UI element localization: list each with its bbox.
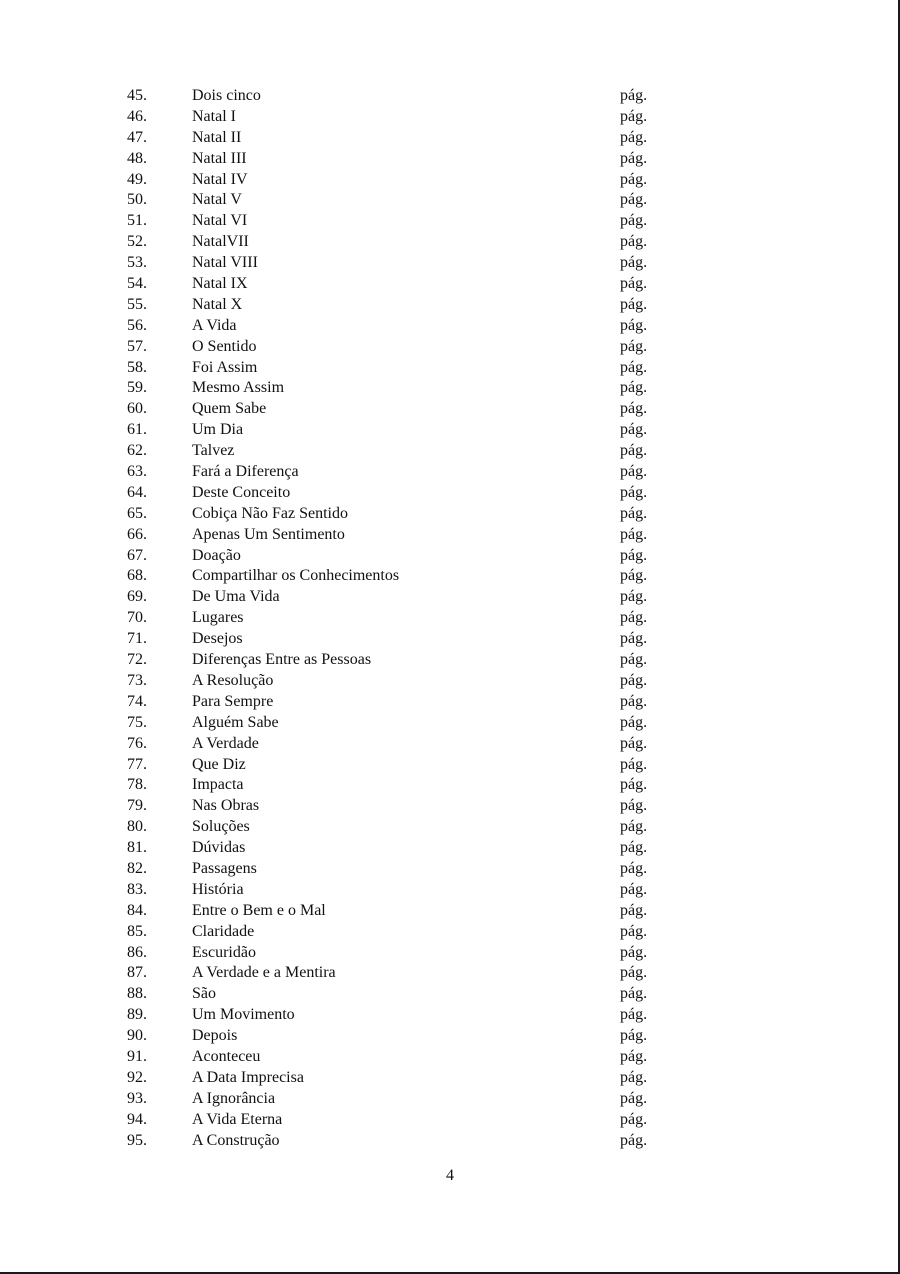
toc-entry-page-label: pág. [620,1068,648,1086]
toc-entry-number: 61. [127,421,147,439]
toc-entry [127,838,667,859]
toc-entry-page-label: pág. [620,191,648,209]
toc-entry-number: 65. [127,504,147,522]
toc-entry-title: Talvez [192,442,235,460]
toc-entry-page-label: pág. [620,797,648,815]
toc-entry-page-label: pág. [620,1047,648,1065]
toc-entry [127,337,667,358]
toc-entry [127,190,667,211]
toc-entry [127,775,667,796]
toc-entry-title: Entre o Bem e o Mal [192,901,326,919]
toc-entry-title: Compartilhar os Conhecimentos [192,567,400,585]
toc-entry-title: Natal VI [192,212,248,230]
toc-entry [127,1047,667,1068]
toc-entry-number: 66. [127,525,147,543]
toc-entry [127,399,667,420]
toc-entry-title: Quem Sabe [192,400,267,418]
toc-entry-page-label: pág. [620,776,648,794]
toc-entry-number: 64. [127,483,147,501]
toc-entry-page-label: pág. [620,358,648,376]
toc-entry [127,629,667,650]
toc-entry [127,232,667,253]
toc-entry [127,984,667,1005]
toc-entry [127,211,667,232]
toc-entry-number: 94. [127,1110,147,1128]
toc-entry-page-label: pág. [620,692,648,710]
toc-entry-number: 91. [127,1047,147,1065]
toc-entry-number: 95. [127,1131,147,1149]
toc-entry [127,86,667,107]
toc-entry-title: Passagens [192,859,257,877]
toc-entry-number: 85. [127,922,147,940]
toc-entry-title: Que Diz [192,755,246,773]
toc-entry-title: Para Sempre [192,692,274,710]
toc-entry-page-label: pág. [620,316,648,334]
toc-entry-number: 45. [127,87,147,104]
toc-entry-number: 55. [127,295,147,313]
toc-entry [127,1005,667,1026]
toc-entry-title: Desejos [192,630,243,648]
toc-entry [127,378,667,399]
toc-entry-page-label: pág. [620,463,648,481]
toc-entry [127,671,667,692]
toc-entry-page-label: pág. [620,922,648,940]
toc-entry-page-label: pág. [620,295,648,313]
toc-entry [127,295,667,316]
toc-entry-title: Cobiça Não Faz Sentido [192,504,348,522]
page-number: 4 [446,1167,454,1184]
toc-entry-title: A Data Imprecisa [192,1068,304,1086]
toc-entry [127,650,667,671]
toc-entry-number: 68. [127,567,147,585]
toc-entry-page-label: pág. [620,609,648,627]
toc-entry-number: 50. [127,191,147,209]
toc-entry [127,566,667,587]
toc-entry-number: 74. [127,692,147,710]
toc-entry-page-label: pág. [620,442,648,460]
toc-entry-page-label: pág. [620,421,648,439]
toc-entry [127,692,667,713]
toc-entry-title: Natal II [192,128,242,146]
toc-entry [127,755,667,776]
toc-entry [127,963,667,984]
toc-entry-number: 48. [127,149,147,167]
toc-entry-title: Natal X [192,295,243,313]
toc-entry-title: Apenas Um Sentimento [192,525,345,543]
toc-entry-page-label: pág. [620,1006,648,1024]
toc-entry-number: 92. [127,1068,147,1086]
toc-entry [127,817,667,838]
toc-entry-number: 59. [127,379,147,397]
toc-entry-title: A Resolução [192,671,274,689]
toc-entry [127,358,667,379]
toc-entry-number: 72. [127,651,147,669]
toc-entry [127,608,667,629]
toc-entry [127,546,667,567]
toc-entry-page-label: pág. [620,149,648,167]
toc-entry [127,253,667,274]
toc-entry-number: 71. [127,630,147,648]
toc-entry-number: 70. [127,609,147,627]
toc-entry-page-label: pág. [620,379,648,397]
toc-entry-page-label: pág. [620,671,648,689]
toc-entry-title: Doação [192,546,241,564]
toc-entry-page-label: pág. [620,567,648,585]
toc-entry-title: Um Dia [192,421,244,439]
toc-entry-title: A Vida Eterna [192,1110,283,1128]
toc-entry-page-label: pág. [620,755,648,773]
toc-entry [127,880,667,901]
toc-entry [127,1131,667,1152]
toc-entry-title: Aconteceu [192,1047,261,1065]
toc-entry-page-label: pág. [620,107,648,125]
toc-entry-title: A Verdade [192,734,259,752]
toc-entry-number: 67. [127,546,147,564]
toc-entry-title: Alguém Sabe [192,713,279,731]
toc-entry-title: Deste Conceito [192,483,291,501]
toc-entry-title: Fará a Diferença [192,463,299,481]
toc-entry-page-label: pág. [620,337,648,355]
toc-entry-number: 86. [127,943,147,961]
toc-entry-number: 81. [127,839,147,857]
toc-entry [127,922,667,943]
toc-entry-number: 51. [127,212,147,230]
toc-entry-number: 54. [127,275,147,293]
toc-entry-title: Dois cinco [192,87,261,104]
toc-entry-title: O Sentido [192,337,257,355]
toc-entry-number: 75. [127,713,147,731]
toc-entry [127,1089,667,1110]
toc-entry-page-label: pág. [620,254,648,272]
toc-entry [127,462,667,483]
toc-entry-number: 46. [127,107,147,125]
toc-entry-page-label: pág. [620,588,648,606]
toc-entry [127,274,667,295]
toc-entry-number: 77. [127,755,147,773]
toc-entry-title: A Ignorância [192,1089,276,1107]
toc-entry-number: 53. [127,254,147,272]
toc-entry-number: 73. [127,671,147,689]
toc-entry [127,713,667,734]
toc-entry-number: 87. [127,964,147,982]
toc-entry-page-label: pág. [620,546,648,564]
toc-entry [127,128,667,149]
toc-entry [127,107,667,128]
toc-entry-page-label: pág. [620,1131,648,1149]
toc-entry-title: Lugares [192,609,244,627]
toc-entry-number: 80. [127,818,147,836]
toc-entry [127,316,667,337]
toc-entry-title: Nas Obras [192,797,260,815]
toc-entry-title: NatalVII [192,233,249,251]
toc-entry-page-label: pág. [620,87,648,104]
toc-entry-number: 57. [127,337,147,355]
toc-entry-number: 89. [127,1006,147,1024]
toc-entry [127,587,667,608]
toc-entry-title: A Verdade e a Mentira [192,964,336,982]
toc-entry [127,901,667,922]
toc-entry-number: 47. [127,128,147,146]
toc-entry-number: 78. [127,776,147,794]
toc-entry-title: Diferenças Entre as Pessoas [192,651,372,669]
toc-entry-number: 83. [127,880,147,898]
toc-entry-title: Escuridão [192,943,256,961]
toc-entry-title: Um Movimento [192,1006,295,1024]
toc-entry-title: Mesmo Assim [192,379,285,397]
toc-entry-title: São [192,985,216,1003]
toc-entry [127,1068,667,1089]
toc-entry-page-label: pág. [620,818,648,836]
toc-entry-title: Soluções [192,818,250,836]
toc-entry-number: 82. [127,859,147,877]
toc-entry-title: História [192,880,244,898]
toc-entry [127,441,667,462]
toc-entry-page-label: pág. [620,212,648,230]
toc-entry-number: 62. [127,442,147,460]
toc-entry [127,483,667,504]
toc-entry-title: Depois [192,1027,238,1045]
toc-entry [127,859,667,880]
toc-entry-title: Natal I [192,107,236,125]
toc-entry-number: 88. [127,985,147,1003]
toc-entry-page-label: pág. [620,839,648,857]
toc-entry [127,943,667,964]
toc-entry-title: Natal V [192,191,242,209]
toc-entry [127,525,667,546]
toc-entry-title: A Construção [192,1131,280,1149]
toc-entry-title: Dúvidas [192,839,246,857]
toc-entry-page-label: pág. [620,128,648,146]
toc-entry-title: Impacta [192,776,244,794]
toc-entry-title: Natal IX [192,275,248,293]
toc-entry-title: Natal III [192,149,247,167]
toc-entry-number: 49. [127,170,147,188]
toc-entry [127,796,667,817]
toc-entry [127,1110,667,1131]
toc-entry [127,1026,667,1047]
toc-entry-page-label: pág. [620,1089,648,1107]
toc-entry-page-label: pág. [620,233,648,251]
toc-entry-page-label: pág. [620,964,648,982]
toc-entry-title: A Vida [192,316,237,334]
toc-entry-page-label: pág. [620,985,648,1003]
toc-entry-title: Natal VIII [192,254,258,272]
toc-entry-number: 63. [127,463,147,481]
toc-entry-number: 69. [127,588,147,606]
toc-entry-number: 52. [127,233,147,251]
toc-entry-number: 90. [127,1027,147,1045]
toc-entry [127,734,667,755]
toc-entry-page-label: pág. [620,275,648,293]
toc-entry-page-label: pág. [620,651,648,669]
toc-entry-page-label: pág. [620,170,648,188]
toc-entry [127,420,667,441]
table-of-contents [127,86,667,1151]
toc-entry-number: 56. [127,316,147,334]
toc-entry [127,504,667,525]
toc-entry-page-label: pág. [620,859,648,877]
toc-entry-number: 58. [127,358,147,376]
toc-entry-title: De Uma Vida [192,588,280,606]
toc-entry-title: Claridade [192,922,255,940]
toc-entry-page-label: pág. [620,400,648,418]
toc-entry-page-label: pág. [620,504,648,522]
toc-entry-page-label: pág. [620,1027,648,1045]
toc-entry-page-label: pág. [620,880,648,898]
toc-entry-page-label: pág. [620,1110,648,1128]
toc-entry-page-label: pág. [620,943,648,961]
toc-entry-title: Natal IV [192,170,248,188]
toc-entry-number: 79. [127,797,147,815]
toc-entry-number: 76. [127,734,147,752]
toc-entry-number: 93. [127,1089,147,1107]
toc-entry-number: 84. [127,901,147,919]
toc-entry-page-label: pág. [620,734,648,752]
toc-entry-page-label: pág. [620,483,648,501]
toc-entry-page-label: pág. [620,713,648,731]
toc-entry-page-label: pág. [620,630,648,648]
toc-entry-title: Foi Assim [192,358,258,376]
toc-entry-number: 60. [127,400,147,418]
toc-entry-page-label: pág. [620,901,648,919]
toc-entry-page-label: pág. [620,525,648,543]
toc-entry [127,170,667,191]
toc-entry [127,149,667,170]
